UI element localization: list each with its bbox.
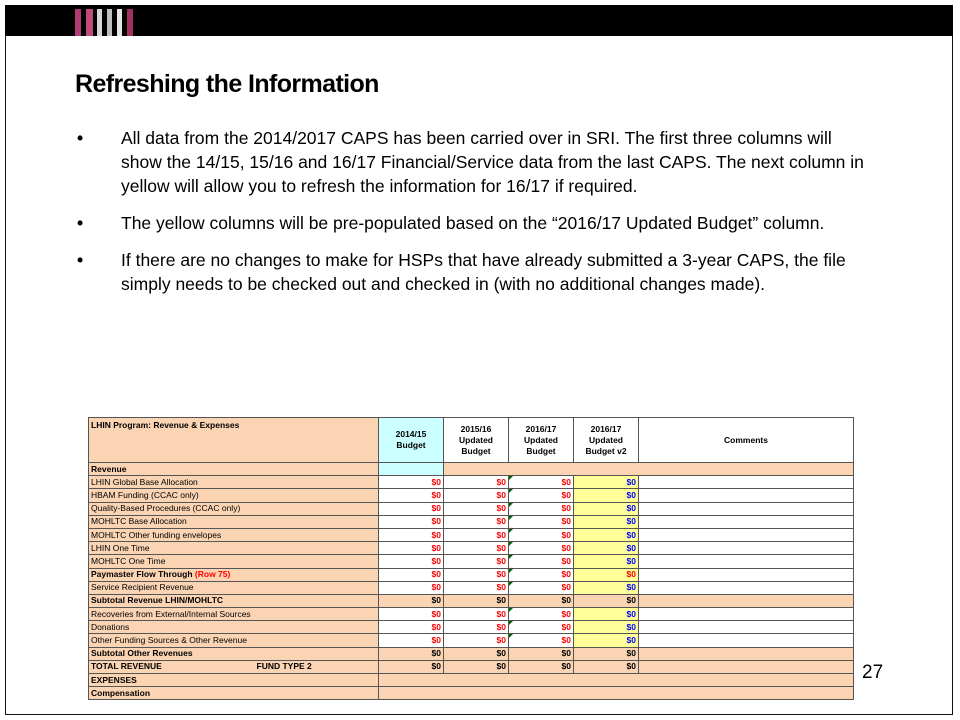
row-label-text: Subtotal Other Revenues (91, 648, 193, 659)
editable-cell[interactable]: $0 (574, 489, 639, 502)
brand-stripe (75, 9, 81, 36)
value-cell: $0 (379, 502, 444, 515)
editable-cell[interactable]: $0 (574, 542, 639, 555)
section-row (89, 674, 854, 687)
value-cell: $0 (444, 608, 509, 621)
value-cell: $0 (444, 528, 509, 541)
value-cell: $0 (444, 594, 509, 607)
table-row (89, 608, 854, 621)
value-cell: $0 (509, 489, 574, 502)
editable-cell[interactable]: $0 (574, 515, 639, 528)
brand-stripe (86, 9, 93, 36)
row-label-text: Service Recipient Revenue (91, 582, 194, 593)
comment-cell[interactable] (639, 594, 854, 607)
row-label (89, 634, 379, 647)
bullet-dot: • (77, 213, 84, 233)
value-cell: $0 (509, 608, 574, 621)
comment-cell[interactable] (639, 542, 854, 555)
column-header: 2016/17 Updated Budget v2 (574, 418, 639, 463)
compensation-section-label: Compensation (89, 687, 379, 700)
section-row (89, 687, 854, 700)
value-cell: $0 (444, 568, 509, 581)
value-cell: $0 (444, 555, 509, 568)
table-row (89, 542, 854, 555)
row-label (89, 489, 379, 502)
row-label (89, 568, 379, 581)
row-label-text: Donations (91, 621, 130, 632)
row-label (89, 594, 379, 607)
bullet-text: If there are no changes to make for HSPs that have already submitted a 3-year CAPS, the file simply needs to be checked out and checked in (with no additional changes made). (121, 250, 846, 294)
editable-cell[interactable]: $0 (574, 581, 639, 594)
value-cell: $0 (379, 515, 444, 528)
value-cell: $0 (509, 660, 574, 673)
table-row (89, 476, 854, 489)
row-label-text: Subtotal Revenue LHIN/MOHLTC (91, 595, 224, 606)
bullet-text: The yellow columns will be pre-populated based on the “2016/17 Updated Budget” column. (121, 213, 825, 233)
value-cell: $0 (444, 476, 509, 489)
comment-cell[interactable] (639, 660, 854, 673)
row-label (89, 528, 379, 541)
spreadsheet-table (88, 417, 854, 700)
row-label (89, 660, 379, 673)
comment-cell[interactable] (639, 568, 854, 581)
subtotal-row (89, 594, 854, 607)
value-cell: $0 (379, 476, 444, 489)
row-label-text: MOHLTC One Time (91, 555, 166, 566)
value-cell: $0 (379, 621, 444, 634)
editable-cell[interactable]: $0 (574, 608, 639, 621)
row-label (89, 621, 379, 634)
row-label (89, 515, 379, 528)
value-cell: $0 (509, 528, 574, 541)
top-bar (5, 5, 953, 36)
bullet-item (77, 211, 867, 235)
editable-cell[interactable]: $0 (574, 660, 639, 673)
value-cell: $0 (444, 660, 509, 673)
value-cell: $0 (444, 489, 509, 502)
value-cell: $0 (509, 568, 574, 581)
row-label-text: TOTAL REVENUE (91, 661, 162, 672)
comment-cell[interactable] (639, 581, 854, 594)
editable-cell[interactable]: $0 (574, 621, 639, 634)
column-header: 2015/16 Updated Budget (444, 418, 509, 463)
brand-stripes (75, 9, 135, 36)
value-cell: $0 (509, 476, 574, 489)
slide-title: Refreshing the Information (75, 70, 379, 98)
value-cell: $0 (444, 542, 509, 555)
comment-cell[interactable] (639, 555, 854, 568)
row-label-text: Other Funding Sources & Other Revenue (91, 635, 247, 646)
value-cell: $0 (379, 660, 444, 673)
value-cell: $0 (509, 647, 574, 660)
comment-cell[interactable] (639, 515, 854, 528)
subtotal-row (89, 647, 854, 660)
column-header: 2016/17 Updated Budget (509, 418, 574, 463)
table-row (89, 515, 854, 528)
page-number: 27 (862, 662, 884, 683)
comment-cell[interactable] (639, 634, 854, 647)
brand-stripe (107, 9, 112, 36)
value-cell: $0 (509, 502, 574, 515)
table-row (89, 621, 854, 634)
table-row (89, 502, 854, 515)
row-label-text: LHIN Global Base Allocation (91, 476, 198, 487)
bullet-text: All data from the 2014/2017 CAPS has been carried over in SRI. The first three columns will show the 14/15, 15/16 and 16/17 Financial/Service data from the last CAPS. The next column in yellow will allow you to refresh the information for 16/17 if required. (121, 128, 864, 196)
bullet-item (77, 126, 867, 198)
value-cell: $0 (444, 647, 509, 660)
editable-cell[interactable]: $0 (574, 634, 639, 647)
table-row (89, 634, 854, 647)
row-label (89, 608, 379, 621)
table-row (89, 581, 854, 594)
value-cell: $0 (509, 621, 574, 634)
value-cell: $0 (509, 555, 574, 568)
value-cell: $0 (444, 502, 509, 515)
row-label (89, 542, 379, 555)
value-cell: $0 (379, 489, 444, 502)
row-label-text: MOHLTC Base Allocation (91, 516, 187, 527)
editable-cell[interactable]: $0 (574, 594, 639, 607)
editable-cell[interactable]: $0 (574, 647, 639, 660)
value-cell: $0 (509, 515, 574, 528)
brand-stripe (117, 9, 122, 36)
editable-cell[interactable]: $0 (574, 528, 639, 541)
row-label-text: Paymaster Flow Through (91, 569, 193, 580)
column-header: Comments (639, 418, 854, 463)
value-cell: $0 (444, 581, 509, 594)
value-cell: $0 (379, 594, 444, 607)
value-cell: $0 (509, 594, 574, 607)
editable-cell[interactable]: $0 (574, 555, 639, 568)
row-label (89, 555, 379, 568)
value-cell: $0 (509, 634, 574, 647)
value-cell: $0 (379, 608, 444, 621)
brand-stripe (97, 9, 102, 36)
subtotal-row (89, 660, 854, 673)
brand-stripe (127, 9, 133, 36)
comment-cell[interactable] (639, 489, 854, 502)
row-label (89, 647, 379, 660)
comment-cell[interactable] (639, 528, 854, 541)
comment-cell[interactable] (639, 476, 854, 489)
comment-cell[interactable] (639, 608, 854, 621)
section-label: Revenue (89, 463, 379, 476)
section-row (89, 463, 854, 476)
row-label (89, 581, 379, 594)
table-row (89, 489, 854, 502)
comment-cell[interactable] (639, 621, 854, 634)
comment-cell[interactable] (639, 502, 854, 515)
value-cell: $0 (379, 528, 444, 541)
bullet-item (77, 248, 867, 296)
bullet-dot: • (77, 250, 84, 270)
program-label: LHIN Program: Revenue & Expenses (89, 418, 379, 463)
value-cell: $0 (379, 555, 444, 568)
row-label (89, 502, 379, 515)
row-label-text: LHIN One Time (91, 542, 150, 553)
row-label-text: MOHLTC Other funding envelopes (91, 529, 222, 540)
table-row (89, 568, 854, 581)
header-row (89, 418, 854, 463)
row-label (89, 476, 379, 489)
value-cell: $0 (379, 581, 444, 594)
editable-cell[interactable]: $0 (574, 476, 639, 489)
table-row (89, 555, 854, 568)
row-label-text: Quality-Based Procedures (CCAC only) (91, 503, 241, 514)
value-cell: $0 (379, 634, 444, 647)
bullet-dot: • (77, 128, 84, 148)
value-cell: $0 (509, 581, 574, 594)
row-label-text: Recoveries from External/Internal Sources (91, 608, 251, 619)
value-cell: $0 (379, 568, 444, 581)
comment-cell[interactable] (639, 647, 854, 660)
editable-cell[interactable]: $0 (574, 502, 639, 515)
bullet-list (77, 126, 867, 309)
expenses-section-label: EXPENSES (89, 674, 379, 687)
value-cell: $0 (509, 542, 574, 555)
fund-type-label: FUND TYPE 2 (256, 661, 312, 672)
row-label-text: HBAM Funding (CCAC only) (91, 489, 199, 500)
value-cell: $0 (444, 515, 509, 528)
value-cell: $0 (444, 621, 509, 634)
row-note: (Row 75) (194, 569, 231, 580)
editable-cell[interactable]: $0 (574, 568, 639, 581)
column-header: 2014/15 Budget (379, 418, 444, 463)
table-row (89, 528, 854, 541)
value-cell: $0 (379, 647, 444, 660)
value-cell: $0 (379, 542, 444, 555)
value-cell: $0 (444, 634, 509, 647)
